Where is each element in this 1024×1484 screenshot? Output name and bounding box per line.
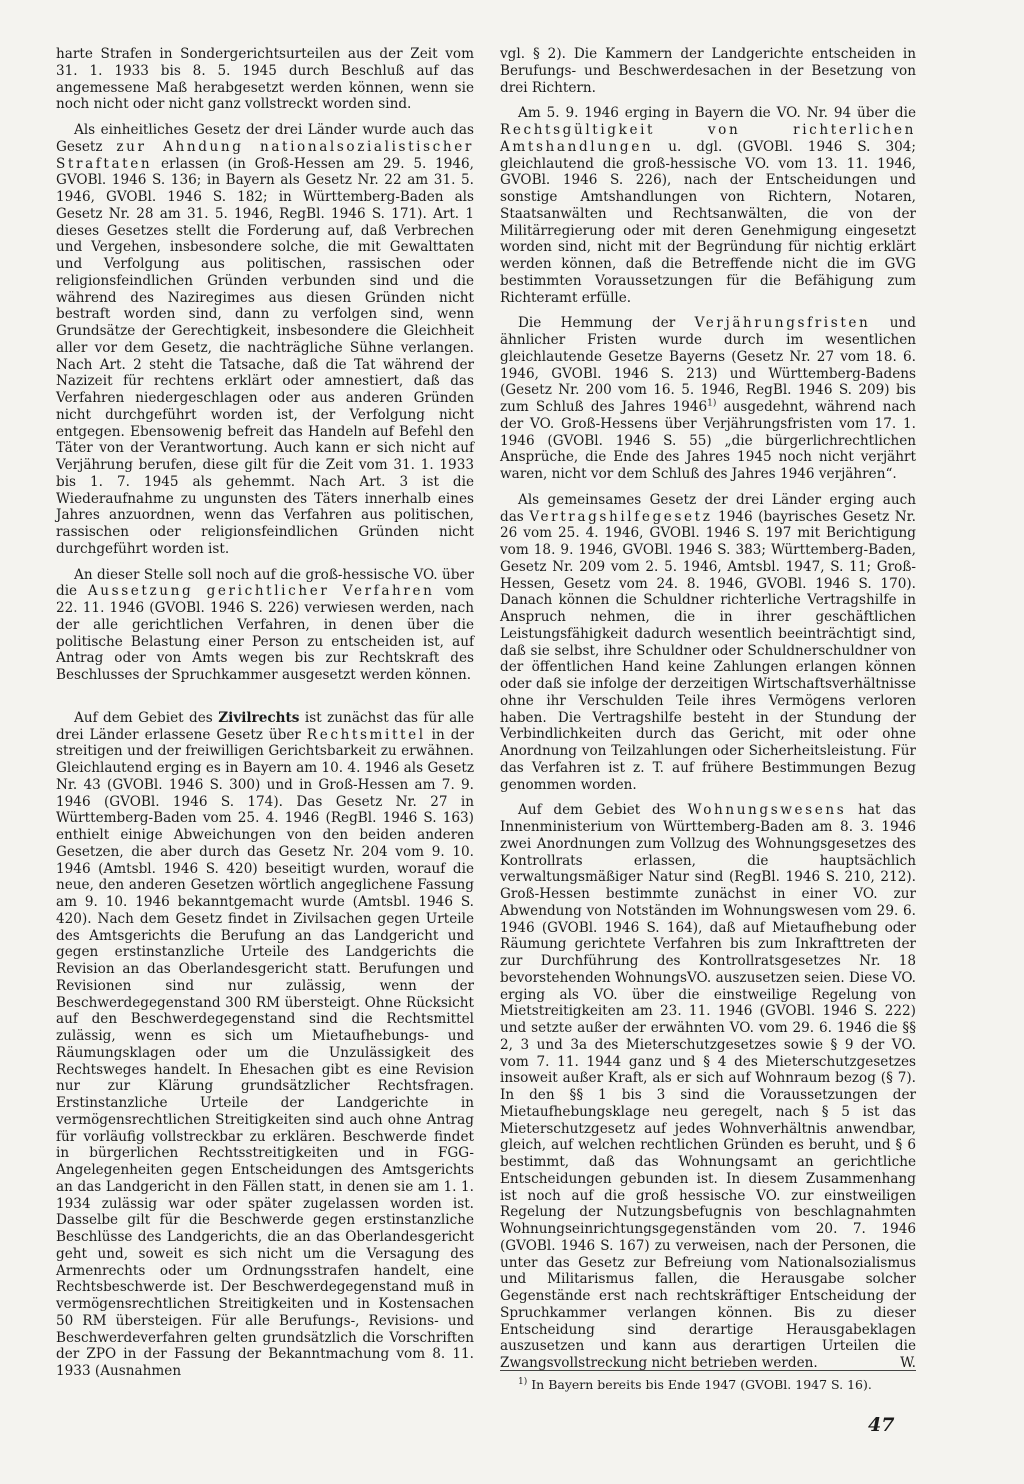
footnote (500, 1370, 916, 1392)
paragraph-zivilrecht: Auf dem Gebiet des Zivilrechts ist zunächst das für alle drei Länder erlassene Gesetz über Rechtsmittel in der streitigen und der freiwilligen Gerichtsbarkeit zu erwähnen. Gleichlautend erging es in Bayern am 10. 4. 1946 als Gesetz Nr. 43 (GVOBl. 1946 S. 300) und in Groß-Hessen am 7. 9. 1946 (GVOBl. 1946 S. 174). Das Gesetz Nr. 27 in Württemberg-Baden vom 25. 4. 1946 (RegBl. 1946 S. 163) enthielt einige Abweichungen von den beiden anderen Gesetzen, die aber durch das Gesetz Nr. 204 vom 9. 10. 1946 (Amtsbl. 1946 S. 420) beseitigt wurden, worauf die neue, den anderen Gesetzen wörtlich angeglichene Fassung am 9. 10. 1946 bekanntgemacht wurde (Amtsbl. 1946 S. 420). Nach dem Gesetz findet in Zivilsachen gegen Urteile des Amtsgerichts die Berufung an das Landgericht und gegen erstinstanzliche Urteile des Landgerichts die Revision an das Oberlandesgericht statt. Berufungen und Revisionen sind nur zulässig, wenn der Beschwerdegegenstand 300 RM übersteigt. Ohne Rücksicht auf den Beschwerdegegenstand sind die Rechtsmittel zulässig, wenn es sich um Mietaufhebungs- und Räumungsklagen oder um die Unzulässigkeit des Rechtsweges handelt. In Ehesachen gibt es eine Revision nur zur Klärung grundsätzlicher Rechtsfragen. Erstinstanzliche Urteile der Landgerichte in vermögensrechtlichen Streitigkeiten sind auch ohne Antrag für vorläufig vollstreckbar zu erklären. Beschwerde findet in bürgerlichen Rechtsstreitigkeiten und in FGG-Angelegenheiten gegen Entscheidungen des Amtsgerichts an das Landgericht in den Fällen statt, in denen sie am 1. 1. 1934 zulässig war oder später zugelassen worden ist. Dasselbe gilt für die Beschwerde gegen erstinstanzliche Beschlüsse des Landgerichts, die an das Oberlandesgericht geht und, soweit es sich nicht um die Versagung des Armenrechts oder um Ordnungsstrafen handelt, eine Rechtsbeschwerde ist. Der Beschwerdegegenstand muß in vermögensrechtlichen Streitigkeiten und in Kostensachen 50 RM übersteigen. Für alle Berufungs-, Revisions- und Beschwerdeverfahren gelten grundsätzlich die Vorschriften der ZPO in der Fassung der Bekanntmachung vom 8. 11. 1933 (Ausnahmen (56, 709, 474, 1379)
author-initial: W. (900, 1355, 916, 1371)
paragraph-strafen: harte Strafen in Sondergerichtsurteilen aus der Zeit vom 31. 1. 1933 bis 8. 5. 1945 durch Beschluß auf das angemessene Maß herabgesetzt werden können, wenn sie noch nicht oder nicht ganz vollstreckt worden sind. (56, 46, 474, 113)
spaced-term: Wohnungswesens (687, 802, 847, 819)
footnote-mark: 1) (518, 1376, 528, 1387)
right-column (500, 46, 916, 1372)
bold-term: Zivilrechts (218, 709, 300, 726)
paragraph-verjaehrung: Die Hemmung der Verjährungsfristen und ähnlicher Fristen wurde durch im wesentlichen gleichlautende Gesetze Bayerns (Gesetz Nr. 27 vom 18. 6. 1946, GVOBl. 1946 S. 213) und Württemberg-Badens (Gesetz Nr. 200 vom 16. 5. 1946, RegBl. 1946 S. 209) bis zum Schluß des Jahres 1946$^{1)}$ ausgedehnt, während nach der VO. Groß-Hessens über Verjährungsfristen vom 17. 1. 1946 (GVOBl. 1946 S. 55) „die bürgerlichrechtlichen Ansprüche, die Ende des Jahres 1945 noch nicht verjährt waren, nicht vor dem Schluß des Jahres 1946 verjähren“. (500, 315, 916, 482)
paragraph-rechtsgueltigkeit: Am 5. 9. 1946 erging in Bayern die VO. Nr. 94 über die Rechtsgültigkeit von richterlichen Amtshandlungen u. dgl. (GVOBl. 1946 S. 304; gleichlautend die groß-hessische VO. vom 13. 11. 1946, GVOBl. 1946 S. 226), nach der Entscheidungen und sonstige Amtshandlungen von Richtern, Notaren, Staatsanwälten und Rechtsanwälten, die von der Militärregierung oder mit deren Genehmigung eingesetzt worden sind, nicht mit der Begründung für nichtig erklärt werden können, daß die Betreffende nicht die im GVG bestimmten Voraussetzungen für die Befähigung zum Richteramt erfülle. (500, 105, 916, 306)
footnote-reference[interactable]: 1) (707, 398, 717, 409)
spaced-term: Vertragshilfegesetz (529, 508, 713, 525)
left-column (56, 46, 474, 1380)
page-number: 47 (868, 1414, 895, 1436)
paragraph-wohnungswesen: Auf dem Gebiet des Wohnungswesens hat das Innenministerium von Württemberg-Baden am 8. 3. 1946 zwei Anordnungen zum Vollzug des Wohnungsgesetzes des Kontrollrats erlassen, die hauptsächlich verwaltungsmäßiger Natur sind (RegBl. 1946 S. 210, 212). Groß-Hessen bestimmte zunächst in einer VO. zur Abwendung von Notständen im Wohnungswesen vom 29. 6. 1946 (GVOBl. 1946 S. 164), daß auf Mietaufhebung oder Räumung gerichtete Verfahren bis zum Inkrafttreten der zur Durchführung des Kontrollratsgesetzes Nr. 18 bevorstehenden WohnungsVO. auszusetzen seien. Diese VO. erging als VO. über die einstweilige Regelung von Mietstreitigkeiten am 23. 11. 1946 (GVOBl. 1946 S. 222) und setzte außer der erwähnten VO. vom 29. 6. 1946 die §§ 2, 3 und 3a des Mieterschutzgesetzes sowie § 9 der VO. vom 7. 11. 1944 ganz und § 4 des Mieterschutzgesetzes insoweit außer Kraft, als er sich auf Wohnraum bezog (§ 7). In den §§ 1 bis 3 sind die Voraussetzungen der Mietaufhebungsklage neu geregelt, nach § 5 ist das Mieterschutzgesetz auf jedes Wohnverhältnis anwendbar, gleich, auf welchen rechtlichen Gründen es beruht, und § 6 bestimmt, daß das Wohnungsamt an gerichtliche Entscheidungen gebunden ist. In diesem Zusammenhang ist noch auf die groß hessische VO. zur einstweiligen Regelung der Nutzungsbefugnis von beschlagnahmten Wohnungseinrichtungsgegenständen vom 20. 7. 1946 (GVOBl. 1946 S. 167) zu verweisen, nach der Personen, die unter das Gesetz zur Befreiung vom Nationalsozialismus und Militarismus fallen, die Herausgabe solcher Gegenstände erst nach rechtskräftiger Entscheidung der Spruchkammer verlangen können. Bis zu dieser Entscheidung sind derartige Herausgabeklagen auszusetzen und kann aus derartigen Urteilen die Zwangsvollstreckung nicht betrieben werden. W. (500, 802, 916, 1371)
paragraph-kammern: vgl. § 2). Die Kammern der Landgerichte entscheiden in Berufungs- und Beschwerdesachen in der Besetzung von drei Richtern. (500, 46, 916, 96)
footnote-text: In Bayern bereits bis Ende 1947 (GVOBl. 1947 S. 16). (531, 1377, 872, 1392)
spaced-term: Rechtsmittel (306, 726, 426, 743)
spaced-term: Aussetzung gerichtlicher Verfahren (87, 583, 435, 600)
spaced-term: Verjährungsfristen (694, 315, 871, 332)
paragraph-aussetzung: An dieser Stelle soll noch auf die groß-hessische VO. über die Aussetzung gerichtlicher Verfahren vom 22. 11. 1946 (GVOBl. 1946 S. 226) verwiesen werden, nach der alle gerichtlichen Verfahren, in denen über die politische Belastung einer Person zu entscheiden ist, auf Antrag oder von Amts wegen bis zur Rechtskraft des Beschlusses der Spruchkammer ausgesetzt werden können. (56, 566, 475, 683)
spaced-term: zur Ahndung nationalsozialistischer Straftaten (56, 138, 474, 172)
spaced-term: Rechtsgültigkeit von richterlichen Amtshandlungen (500, 122, 916, 155)
paragraph-vertragshilfe: Als gemeinsames Gesetz der drei Länder erging auch das Vertragshilfegesetz 1946 (bayrisches Gesetz Nr. 26 vom 25. 4. 1946, GVOBl. 1946 S. 197 mit Berichtigung vom 18. 9. 1946, GVOBl. 1946 S. 383; Württemberg-Baden, Gesetz Nr. 209 vom 2. 5. 1946, Amtsbl. 1947, S. 11; Groß-Hessen, Gesetz vom 24. 8. 1946, GVOBl. 1946 S. 170). Danach können die Schuldner richterliche Vertragshilfe in Anspruch nehmen, die in ihrer geschäftlichen Leistungsfähigkeit dadurch wesentlich beeinträchtigt sind, daß sie selbst, ihre Schuldner oder Schuldnerschuldner von der öffentlichen Hand keine Zahlungen erlangen können oder daß sie infolge der derzeitigen Wirtschaftsverhältnisse ohne ihr Verschulden Teile ihres Vermögens verloren haben. Die Vertragshilfe besteht in der Stundung der Verbindlichkeiten durch das Gericht, mit oder ohne Anordnung von Teilzahlungen oder Sicherheitsleistung. Für das Verfahren ist z. T. auf frühere Bestimmungen Bezug genommen worden. (500, 491, 917, 793)
paragraph-ahndung: Als einheitliches Gesetz der drei Länder wurde auch das Gesetz zur Ahndung nationalsozialistischer Straftaten erlassen (in Groß-Hessen am 29. 5. 1946, GVOBl. 1946 S. 136; in Bayern als Gesetz Nr. 22 am 31. 5. 1946, GVOBl. 1946 S. 182; in Württemberg-Baden als Gesetz Nr. 28 am 31. 5. 1946, RegBl. 1946 S. 171). Art. 1 dieses Gesetzes stellt die Forderung auf, daß Verbrechen und Vergehen, insbesondere solche, die mit Gewalttaten und Verfolgung aus politischen, rassischen oder religionsfeindlichen Gründen verbunden sind und die während des Naziregimes aus diesen Gründen nicht bestraft worden sind, dann zu verfolgen sind, wenn Grundsätze der Gerechtigkeit, insbesondere die Gleichheit aller vor dem Gesetz, die nachträgliche Sühne verlangen. Nach Art. 2 steht die Tatsache, daß die Tat während der Nazizeit für rechtens erklärt oder amnestiert, daß das Verfahren niedergeschlagen oder aus anderen Gründen nicht durchgeführt worden ist, der Verfolgung nicht entgegen. Ebensowenig befreit das Handeln auf Befehl den Täter von der Verantwortung. Auch kann er sich nicht auf Verjährung berufen, diese gilt für die Zeit vom 31. 1. 1933 bis 1. 7. 1945 als gehemmt. Nach Art. 3 ist die Wiederaufnahme zu ungunsten des Täters innerhalb eines Jahres anzuordnen, wenn das Verfahren aus politischen, rassischen oder religionsfeindlichen Gründen nicht durchgeführt worden ist. (56, 122, 474, 557)
